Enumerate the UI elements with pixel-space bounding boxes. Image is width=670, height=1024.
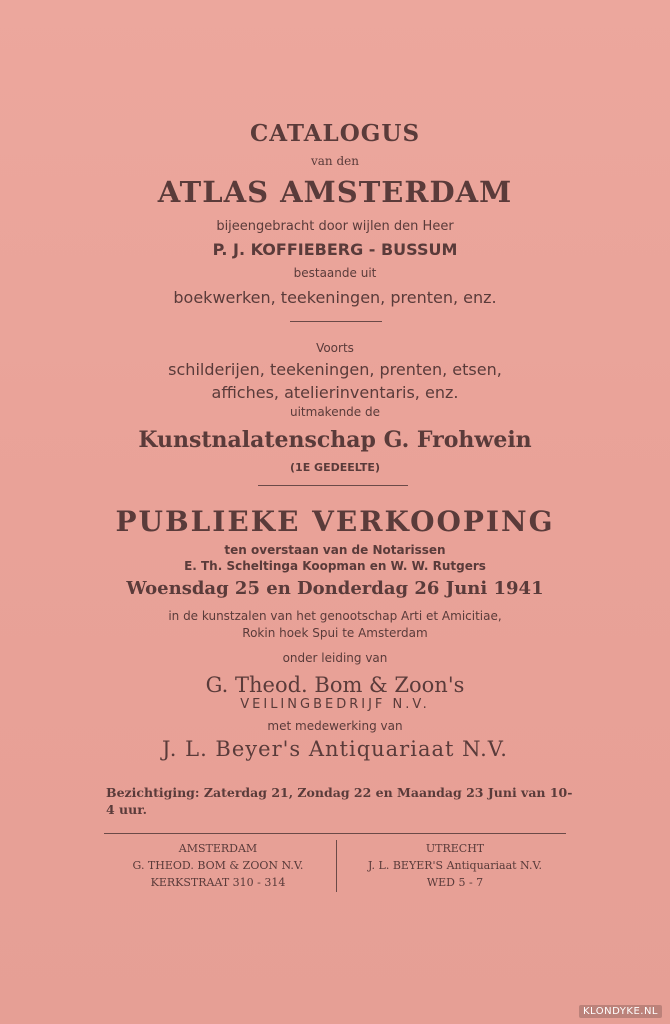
sale-heading: PUBLIEKE VERKOOPING xyxy=(115,505,555,538)
divider-medium xyxy=(258,485,408,486)
venue-line-1: in de kunstzalen van het genootschap Arti et Amicitiae, xyxy=(168,609,502,623)
estate-name: Kunstnalatenschap G. Frohwein xyxy=(138,427,532,453)
venue-line-2: Rokin hoek Spui te Amsterdam xyxy=(242,626,428,640)
collection-items: boekwerken, teekeningen, prenten, enz. xyxy=(173,288,497,307)
address-amsterdam xyxy=(100,840,336,891)
address-firm: G. THEOD. BOM & ZOON N.V. xyxy=(132,859,304,872)
footer-vertical-divider xyxy=(336,840,337,892)
further-items-line-1: schilderijen, teekeningen, prenten, etsen, xyxy=(168,360,502,379)
collection-name: ATLAS AMSTERDAM xyxy=(157,175,513,209)
forming-text: uitmakende de xyxy=(289,405,380,419)
partner-name: J. L. Beyer's Antiquariaat N.V. xyxy=(162,737,508,761)
further-items-line-2: affiches, atelierinventaris, enz. xyxy=(211,383,459,402)
collector-name: P. J. KOFFIEBERG - BUSSUM xyxy=(212,240,458,259)
address-city: AMSTERDAM xyxy=(178,842,258,855)
consisting-text: bestaande uit xyxy=(293,266,377,280)
footer-divider xyxy=(104,833,566,834)
notaries-intro: ten overstaan van de Notarissen xyxy=(224,543,446,557)
address-street: WED 5 - 7 xyxy=(426,876,484,889)
auctioneer-name: G. Theod. Bom & Zoon's xyxy=(205,673,465,697)
cooperation-text: met medewerking van xyxy=(267,719,403,733)
estate-part: (1E GEDEELTE) xyxy=(290,461,380,474)
divider-short xyxy=(290,321,382,322)
compiled-by-text: bijeengebracht door wijlen den Heer xyxy=(216,219,454,234)
address-city: UTRECHT xyxy=(425,842,485,855)
notaries-names: E. Th. Scheltinga Koopman en W. W. Rutgers xyxy=(184,559,486,573)
watermark-label: KLONDYKE.NL xyxy=(579,1005,662,1018)
address-utrecht xyxy=(340,840,570,891)
viewing-times: Bezichtiging: Zaterdag 21, Zondag 22 en Maandag 23 Juni van 10-4 uur. xyxy=(106,785,573,817)
led-by-text: onder leiding van xyxy=(282,651,388,665)
van-den-text: van den xyxy=(311,154,359,168)
auctioneer-subtitle: VEILINGBEDRIJF N.V. xyxy=(240,697,430,712)
voorts-text: Voorts xyxy=(316,341,354,355)
sale-dates: Woensdag 25 en Donderdag 26 Juni 1941 xyxy=(126,578,544,599)
catalogue-title: CATALOGUS xyxy=(249,120,421,147)
address-firm: J. L. BEYER'S Antiquariaat N.V. xyxy=(368,859,542,872)
address-street: KERKSTRAAT 310 - 314 xyxy=(150,876,286,889)
